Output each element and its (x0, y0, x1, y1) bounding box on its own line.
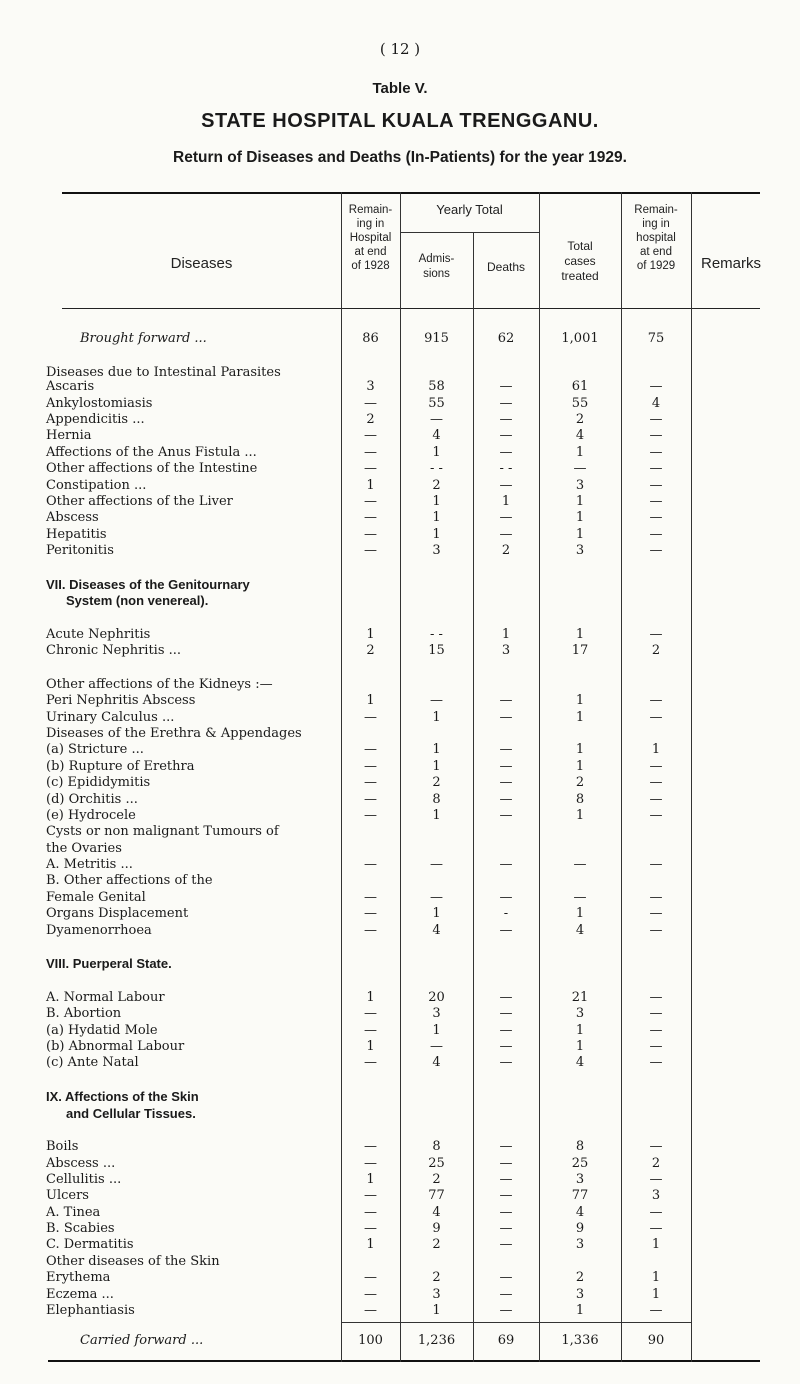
table-row (0, 823, 800, 841)
table-row (0, 378, 800, 396)
row-value: 1 (575, 494, 585, 509)
row-value: — (499, 1188, 513, 1203)
header-admissions: Admis- sions (418, 253, 455, 280)
row-label: Peritonitis (46, 543, 114, 558)
row-label: (a) Stricture ... (46, 742, 144, 757)
header-diseases: Diseases (170, 255, 233, 272)
table-row (0, 1236, 800, 1254)
table-row (0, 542, 800, 560)
row-label: and Cellular Tissues. (66, 1106, 196, 1121)
row-label: Eczema ... (46, 1287, 114, 1302)
row-value: 2 (575, 1270, 585, 1285)
row-value: — (430, 1039, 443, 1054)
row-value: 2 (575, 412, 585, 427)
row-value: 1 (575, 742, 585, 757)
row-value: 9 (575, 1221, 585, 1236)
row-label: Erythema (46, 1270, 111, 1285)
row-value: — (499, 1270, 513, 1285)
row-value: — (649, 792, 663, 807)
row-value: 1 (575, 527, 585, 542)
row-value: — (364, 1303, 377, 1318)
row-value: 9 (432, 1221, 441, 1236)
row-value: — (649, 759, 663, 774)
row-value: — (499, 478, 513, 493)
table-row (0, 1269, 800, 1287)
row-value: — (364, 890, 377, 905)
row-value: — (649, 543, 663, 558)
row-value: 1 (651, 1270, 661, 1285)
row-value: — (364, 1006, 377, 1021)
row-value: — (649, 1303, 663, 1318)
table-title: STATE HOSPITAL KUALA TRENGGANU. (201, 110, 599, 132)
row-value: — (364, 543, 377, 558)
row-value: — (649, 428, 663, 443)
header-remarks: Remarks (700, 255, 761, 272)
row-value: — (499, 1287, 513, 1302)
row-value: — (364, 759, 377, 774)
row-value: — (649, 510, 663, 525)
row-label: Other affections of the Liver (46, 494, 233, 509)
row-value: 15 (428, 643, 445, 658)
row-label: Cellulitis ... (46, 1172, 122, 1187)
row-value: 4 (575, 923, 585, 938)
row-value: — (364, 1156, 377, 1171)
table-row (0, 1302, 800, 1320)
row-label: VIII. Puerperal State. (46, 956, 172, 971)
row-value: — (649, 923, 663, 938)
row-value: — (499, 759, 513, 774)
row-value: 1 (366, 1237, 375, 1252)
row-value: 1 (575, 1023, 585, 1038)
row-value: 21 (571, 990, 589, 1005)
row-value: 4 (432, 428, 441, 443)
row-label: Other affections of the Kidneys :— (46, 677, 273, 692)
row-value: 1 (651, 742, 661, 757)
row-value: 2 (651, 1156, 661, 1171)
row-value: — (649, 775, 663, 790)
table-row (0, 1138, 800, 1156)
row-value: — (499, 1205, 513, 1220)
row-value: — (499, 923, 513, 938)
row-value: 25 (428, 1156, 445, 1171)
row-label: A. Tinea (46, 1205, 101, 1220)
row-value: 3 (575, 1006, 585, 1021)
row-value: - (503, 906, 509, 921)
row-value: — (649, 412, 663, 427)
row-value: — (649, 445, 663, 460)
row-value: 1 (432, 808, 441, 823)
row-value: — (364, 808, 377, 823)
row-value: — (364, 445, 377, 460)
row-value: — (499, 775, 513, 790)
row-label: the Ovaries (46, 841, 122, 856)
row-label: Acute Nephritis (46, 627, 151, 642)
row-value: — (364, 1205, 377, 1220)
table-subtitle: Return of Diseases and Deaths (In-Patients) for the year 1929. (173, 149, 627, 166)
row-value: 1 (575, 445, 585, 460)
row-value: 3 (575, 1237, 585, 1252)
row-value: — (499, 1303, 513, 1318)
row-value: 4 (432, 1055, 441, 1070)
table-row (0, 741, 800, 759)
row-value: — (499, 742, 513, 757)
row-label: Ascaris (46, 379, 95, 394)
row-value: — (364, 1221, 377, 1236)
row-value: 8 (432, 792, 441, 807)
row-label: B. Other affections of the (46, 873, 213, 888)
row-value: 1 (575, 693, 585, 708)
table-row (0, 872, 800, 890)
row-value: — (499, 857, 513, 872)
row-value: 2 (432, 1237, 441, 1252)
row-value: 2 (651, 643, 661, 658)
row-value: 2 (366, 412, 375, 427)
row-value: 20 (428, 990, 445, 1005)
row-value: — (430, 412, 443, 427)
row-label: Diseases due to Intestinal Parasites (46, 365, 281, 380)
row-value: 90 (647, 1333, 665, 1348)
row-value: 2 (432, 1172, 441, 1187)
row-label: VII. Diseases of the Genitournary (46, 577, 250, 592)
row-value: — (499, 693, 513, 708)
row-label: (a) Hydatid Mole (46, 1023, 158, 1038)
table-row (0, 460, 800, 478)
row-value: — (649, 627, 663, 642)
row-value: 1 (432, 906, 441, 921)
row-label: (d) Orchitis ... (46, 792, 138, 807)
row-value: — (364, 1023, 377, 1038)
row-value: 1 (432, 494, 441, 509)
row-value: — (499, 1237, 513, 1252)
row-value: 1 (575, 808, 585, 823)
row-label: (c) Epididymitis (46, 775, 151, 790)
table-row (0, 692, 800, 710)
row-value: — (649, 808, 663, 823)
row-value: — (499, 396, 513, 411)
table-row (0, 1332, 800, 1350)
row-value: 3 (501, 643, 511, 658)
row-value: 2 (432, 1270, 441, 1285)
row-value: 1 (432, 742, 441, 757)
row-value: — (364, 1055, 377, 1070)
row-label: Hernia (46, 428, 92, 443)
row-value: 55 (428, 396, 445, 411)
row-value: — (573, 857, 587, 872)
row-label: B. Scabies (46, 1221, 115, 1236)
row-label: (b) Abnormal Labour (46, 1039, 185, 1054)
row-value: — (364, 1139, 377, 1154)
row-value: 69 (497, 1333, 515, 1348)
row-value: 1 (575, 1039, 585, 1054)
row-value: 1 (366, 478, 375, 493)
row-value: — (499, 1172, 513, 1187)
row-value: 3 (575, 1287, 585, 1302)
row-value: 1 (651, 1237, 661, 1252)
row-value: — (649, 1205, 663, 1220)
row-value: 3 (366, 379, 375, 394)
row-label: Peri Nephritis Abscess (46, 693, 196, 708)
row-value: — (649, 710, 663, 725)
row-value: — (573, 890, 587, 905)
row-value: 62 (497, 331, 515, 346)
row-value: — (649, 494, 663, 509)
row-label: Other diseases of the Skin (46, 1254, 220, 1269)
table-row (0, 905, 800, 923)
row-value: 1 (366, 1039, 375, 1054)
row-label: Boils (46, 1139, 79, 1154)
row-label: Urinary Calculus ... (46, 710, 175, 725)
row-label: Ulcers (46, 1188, 89, 1203)
row-label: IX. Affections of the Skin (46, 1089, 199, 1104)
row-label: Brought forward ... (80, 331, 207, 346)
row-value: 4 (432, 1205, 441, 1220)
row-value: 1 (432, 510, 441, 525)
row-value: — (499, 379, 513, 394)
row-value: — (364, 792, 377, 807)
table-row (0, 642, 800, 660)
row-value: — (499, 1006, 513, 1021)
row-value: 1 (501, 494, 511, 509)
row-value: 1 (575, 710, 585, 725)
row-value: — (364, 1188, 377, 1203)
row-value: — (364, 710, 377, 725)
row-value: 3 (575, 1172, 585, 1187)
row-value: — (499, 1055, 513, 1070)
row-value: 17 (571, 643, 589, 658)
row-value: — (649, 1023, 663, 1038)
row-value: — (364, 923, 377, 938)
row-value: 3 (575, 478, 585, 493)
row-value: 1 (651, 1287, 661, 1302)
row-label: Constipation ... (46, 478, 147, 493)
row-value: — (364, 775, 377, 790)
row-value: 1 (432, 445, 441, 460)
row-value: — (649, 1172, 663, 1187)
row-label: Abscess ... (46, 1156, 116, 1171)
row-value: 100 (358, 1333, 383, 1348)
row-value: 8 (575, 792, 585, 807)
table-row (0, 1088, 800, 1106)
row-value: 2 (432, 478, 441, 493)
row-value: 75 (647, 331, 665, 346)
row-value: — (499, 792, 513, 807)
row-value: — (649, 906, 663, 921)
row-label: Female Genital (46, 890, 146, 905)
row-value: 1 (432, 527, 441, 542)
row-value: 2 (432, 775, 441, 790)
row-value: — (499, 808, 513, 823)
row-label: (b) Rupture of Erethra (46, 759, 195, 774)
row-value: 3 (432, 1287, 441, 1302)
row-label: Diseases of the Erethra & Appendages (46, 726, 302, 741)
row-value: 1 (366, 990, 375, 1005)
row-value: — (499, 710, 513, 725)
header-remaining-1928: Remain- ing in Hospital at end of 1928 (348, 204, 393, 272)
row-label: Cysts or non malignant Tumours of (46, 824, 279, 839)
row-value: 1 (366, 1172, 375, 1187)
row-value: 2 (366, 643, 375, 658)
row-value: 1 (575, 627, 585, 642)
row-value: — (499, 890, 513, 905)
row-value: — (499, 1023, 513, 1038)
table-row (0, 427, 800, 445)
row-value: 1 (432, 710, 441, 725)
row-label: A. Normal Labour (46, 990, 165, 1005)
row-value: — (649, 379, 663, 394)
table-row (0, 1187, 800, 1205)
page-number: ( 12 ) (379, 40, 421, 58)
row-value: — (649, 1139, 663, 1154)
row-label: Chronic Nephritis ... (46, 643, 182, 658)
row-value: 55 (571, 396, 589, 411)
row-value: 2 (501, 543, 511, 558)
row-value: — (499, 1039, 513, 1054)
table-row (0, 592, 800, 610)
row-value: 1 (366, 693, 375, 708)
row-value: - - (499, 461, 513, 476)
row-value: — (364, 906, 377, 921)
row-value: - - (430, 461, 443, 476)
row-value: — (649, 1006, 663, 1021)
row-value: — (499, 990, 513, 1005)
row-value: - - (430, 627, 443, 642)
header-yearly-total: Yearly Total (436, 202, 503, 217)
row-value: 915 (424, 331, 449, 346)
row-value: 8 (575, 1139, 585, 1154)
row-value: 2 (575, 775, 585, 790)
row-value: — (364, 742, 377, 757)
row-value: 4 (651, 396, 661, 411)
table-row (0, 955, 800, 973)
row-value: — (364, 527, 377, 542)
row-value: 1 (575, 759, 585, 774)
row-value: 1,336 (561, 1333, 599, 1348)
row-value: 4 (575, 1205, 585, 1220)
row-value: — (499, 510, 513, 525)
row-value: 1 (575, 1303, 585, 1318)
row-value: 4 (432, 923, 441, 938)
row-value: 3 (575, 543, 585, 558)
header-remaining-1929: Remain- ing in hospital at end of 1929 (634, 204, 678, 272)
row-label: System (non venereal). (66, 593, 209, 608)
row-label: Affections of the Anus Fistula ... (46, 445, 257, 460)
row-label: B. Abortion (46, 1006, 122, 1021)
row-label: (e) Hydrocele (46, 808, 136, 823)
row-value: 1,236 (417, 1333, 456, 1348)
row-value: 4 (575, 428, 585, 443)
row-value: 1 (501, 627, 511, 642)
row-value: 77 (571, 1188, 589, 1203)
row-value: — (649, 1055, 663, 1070)
row-value: 25 (571, 1156, 589, 1171)
row-value: — (649, 461, 663, 476)
row-label: Carried forward ... (80, 1333, 204, 1348)
row-value: — (364, 1270, 377, 1285)
row-value: 4 (575, 1055, 585, 1070)
row-value: 3 (432, 543, 441, 558)
row-value: — (364, 494, 377, 509)
row-value: — (649, 478, 663, 493)
row-value: — (364, 510, 377, 525)
table-row (0, 1005, 800, 1023)
table-row (0, 774, 800, 792)
row-value: — (430, 857, 443, 872)
table-row (0, 509, 800, 527)
row-label: Hepatitis (46, 527, 107, 542)
row-value: 61 (571, 379, 589, 394)
row-value: — (499, 1221, 513, 1236)
row-value: — (364, 1287, 377, 1302)
table-row (0, 922, 800, 940)
row-value: — (573, 461, 587, 476)
row-value: 8 (432, 1139, 441, 1154)
row-value: — (364, 396, 377, 411)
row-value: 1 (575, 906, 585, 921)
header-total-treated: Total cases treated (561, 239, 599, 283)
row-value: — (364, 428, 377, 443)
row-value: — (499, 428, 513, 443)
row-value: 86 (362, 331, 379, 346)
row-label: Abscess (46, 510, 99, 525)
row-label: Organs Displacement (46, 906, 189, 921)
row-value: 3 (432, 1006, 441, 1021)
row-value: — (649, 1221, 663, 1236)
row-label: (c) Ante Natal (46, 1055, 139, 1070)
row-value: — (649, 990, 663, 1005)
row-label: Dyamenorrhoea (46, 923, 152, 938)
row-value: — (499, 1139, 513, 1154)
table-row (0, 1105, 800, 1123)
row-value: — (430, 890, 443, 905)
row-value: — (499, 527, 513, 542)
row-value: 1,001 (561, 331, 599, 346)
table-label: Table V. (372, 80, 428, 97)
row-value: — (649, 857, 663, 872)
row-label: Elephantiasis (46, 1303, 135, 1318)
row-value: — (649, 1039, 663, 1054)
row-value: — (499, 412, 513, 427)
row-label: A. Metritis ... (46, 857, 133, 872)
row-value: 1 (366, 627, 375, 642)
row-value: 77 (428, 1188, 445, 1203)
row-value: — (499, 1156, 513, 1171)
row-value: 3 (651, 1188, 661, 1203)
row-value: — (364, 857, 377, 872)
row-label: C. Dermatitis (46, 1237, 134, 1252)
row-label: Other affections of the Intestine (46, 461, 258, 476)
header-deaths: Deaths (486, 260, 526, 274)
row-value: 1 (432, 1023, 441, 1038)
row-value: 1 (575, 510, 585, 525)
row-value: — (649, 693, 663, 708)
row-value: 1 (432, 1303, 441, 1318)
row-label: Appendicitis ... (46, 412, 145, 427)
table-row (0, 330, 800, 348)
row-value: 1 (432, 759, 441, 774)
row-value: 58 (428, 379, 445, 394)
row-value: — (649, 890, 663, 905)
row-value: — (499, 445, 513, 460)
row-value: — (649, 527, 663, 542)
row-value: — (364, 461, 377, 476)
table-row (0, 1054, 800, 1072)
row-value: — (430, 693, 443, 708)
row-label: Ankylostomiasis (46, 396, 153, 411)
